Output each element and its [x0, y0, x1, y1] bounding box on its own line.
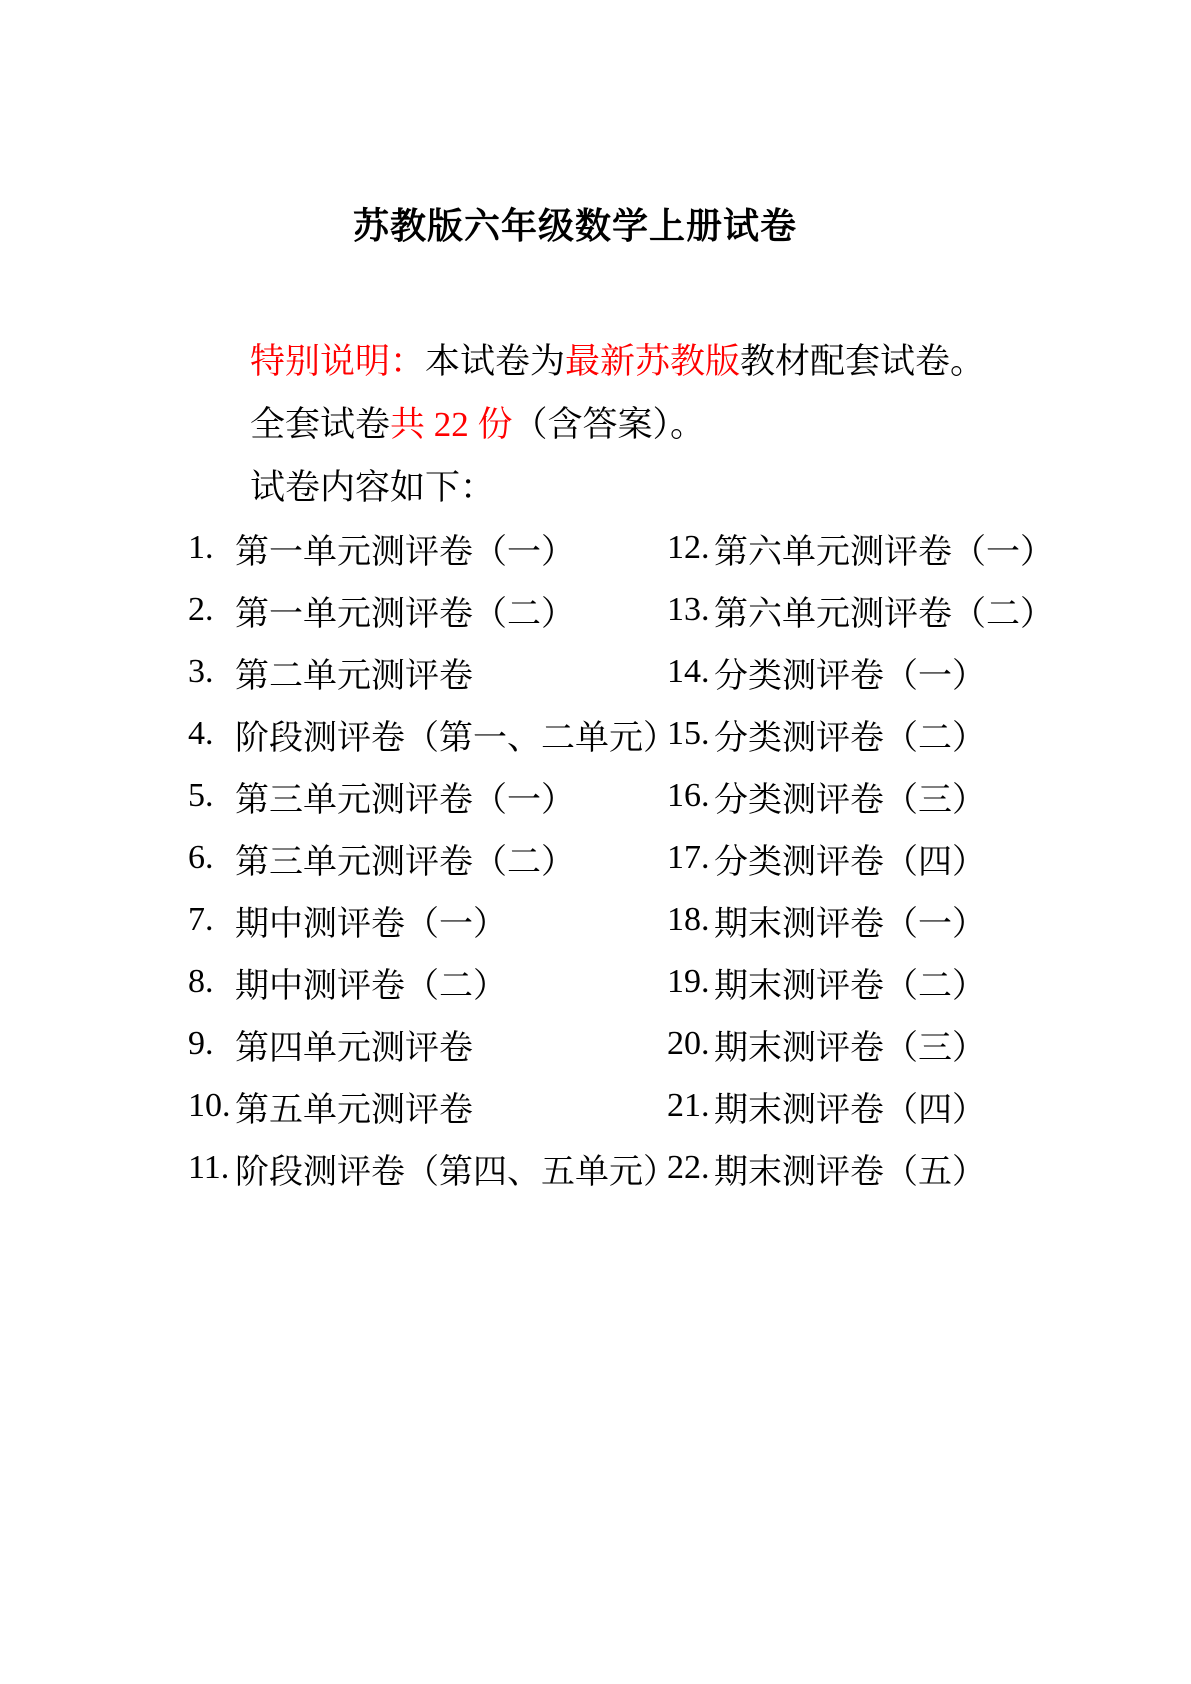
list-item-number: 15.	[667, 715, 710, 752]
list-item-label: 第六单元测评卷（二）	[714, 595, 1054, 633]
paper-list-left-column	[188, 517, 677, 1199]
list-item-number: 16.	[667, 777, 710, 814]
note-suffix: 教材配套试卷。	[740, 342, 986, 381]
list-item-label: 阶段测评卷（第四、五单元）	[235, 1153, 677, 1191]
list-item-label: 期中测评卷（二）	[235, 967, 507, 1005]
list-item	[188, 765, 667, 827]
list-item	[667, 1075, 1191, 1137]
list-item	[188, 889, 667, 951]
list-item-label: 第四单元测评卷	[235, 1029, 473, 1067]
list-item-number: 12.	[667, 529, 710, 566]
list-item	[188, 1013, 667, 1075]
special-note-label: 特别说明：	[250, 342, 426, 381]
list-item-number: 20.	[667, 1025, 710, 1062]
list-item	[188, 517, 667, 579]
list-item-label: 第一单元测评卷（一）	[235, 533, 575, 571]
list-item-label: 第二单元测评卷	[235, 657, 473, 695]
list-item-number: 3.	[188, 653, 214, 690]
list-item	[667, 1013, 1191, 1075]
list-item	[188, 1075, 667, 1137]
list-item-number: 8.	[188, 963, 214, 1000]
list-item	[667, 765, 1191, 827]
list-item-label: 期末测评卷（四）	[714, 1091, 986, 1129]
paper-list-right-column	[667, 517, 1191, 1199]
list-item-label: 期末测评卷（一）	[714, 905, 986, 943]
list-item-label: 第五单元测评卷	[235, 1091, 473, 1129]
note-highlight: 最新苏教版	[565, 342, 741, 381]
intro-line-set-count	[250, 393, 1131, 456]
list-item-label: 分类测评卷（二）	[714, 719, 986, 757]
list-item-number: 4.	[188, 715, 214, 752]
list-item-label: 第三单元测评卷（一）	[235, 781, 575, 819]
list-item	[667, 1137, 1191, 1199]
list-item-number: 6.	[188, 839, 214, 876]
list-item	[188, 641, 667, 703]
list-item-number: 13.	[667, 591, 710, 628]
set-prefix: 全套试卷	[250, 405, 391, 444]
paper-list	[188, 517, 1191, 1199]
intro-line-special-note	[250, 330, 1131, 393]
list-item-number: 7.	[188, 901, 214, 938]
list-item	[667, 517, 1191, 579]
list-item-label: 期末测评卷（五）	[714, 1153, 986, 1191]
list-item-label: 分类测评卷（三）	[714, 781, 986, 819]
list-item-label: 分类测评卷（四）	[714, 843, 986, 881]
contents-heading	[250, 456, 1131, 519]
list-item-number: 21.	[667, 1087, 710, 1124]
list-item-number: 2.	[188, 591, 214, 628]
list-item-label: 分类测评卷（一）	[714, 657, 986, 695]
list-item	[188, 827, 667, 889]
note-prefix: 本试卷为	[425, 342, 566, 381]
contents-heading-text: 试卷内容如下：	[250, 468, 496, 507]
list-item-number: 9.	[188, 1025, 214, 1062]
list-item-number: 22.	[667, 1149, 710, 1186]
list-item	[667, 579, 1191, 641]
document-title: 苏教版六年级数学上册试卷	[352, 206, 797, 246]
list-item-label: 期末测评卷（二）	[714, 967, 986, 1005]
list-item	[667, 827, 1191, 889]
list-item-number: 17.	[667, 839, 710, 876]
list-item	[188, 951, 667, 1013]
list-item-label: 第一单元测评卷（二）	[235, 595, 575, 633]
list-item	[188, 1137, 677, 1199]
list-item-label: 期末测评卷（三）	[714, 1029, 986, 1067]
list-item-label: 期中测评卷（一）	[235, 905, 507, 943]
list-item	[667, 641, 1191, 703]
list-item-number: 5.	[188, 777, 214, 814]
list-item	[188, 579, 667, 641]
set-suffix: （含答案）。	[512, 405, 706, 444]
list-item-number: 19.	[667, 963, 710, 1000]
intro-block	[250, 330, 1131, 519]
list-item-label: 第三单元测评卷（二）	[235, 843, 575, 881]
list-item-label: 第六单元测评卷（一）	[714, 533, 1054, 571]
list-item	[667, 889, 1191, 951]
set-count-highlight: 共 22 份	[390, 405, 513, 444]
list-item-number: 1.	[188, 529, 214, 566]
list-item-number: 10.	[188, 1087, 231, 1124]
list-item-number: 18.	[667, 901, 710, 938]
list-item	[667, 703, 1191, 765]
list-item-label: 阶段测评卷（第一、二单元）	[235, 719, 677, 757]
list-item-number: 14.	[667, 653, 710, 690]
list-item	[667, 951, 1191, 1013]
list-item-number: 11.	[188, 1149, 230, 1186]
list-item	[188, 703, 677, 765]
